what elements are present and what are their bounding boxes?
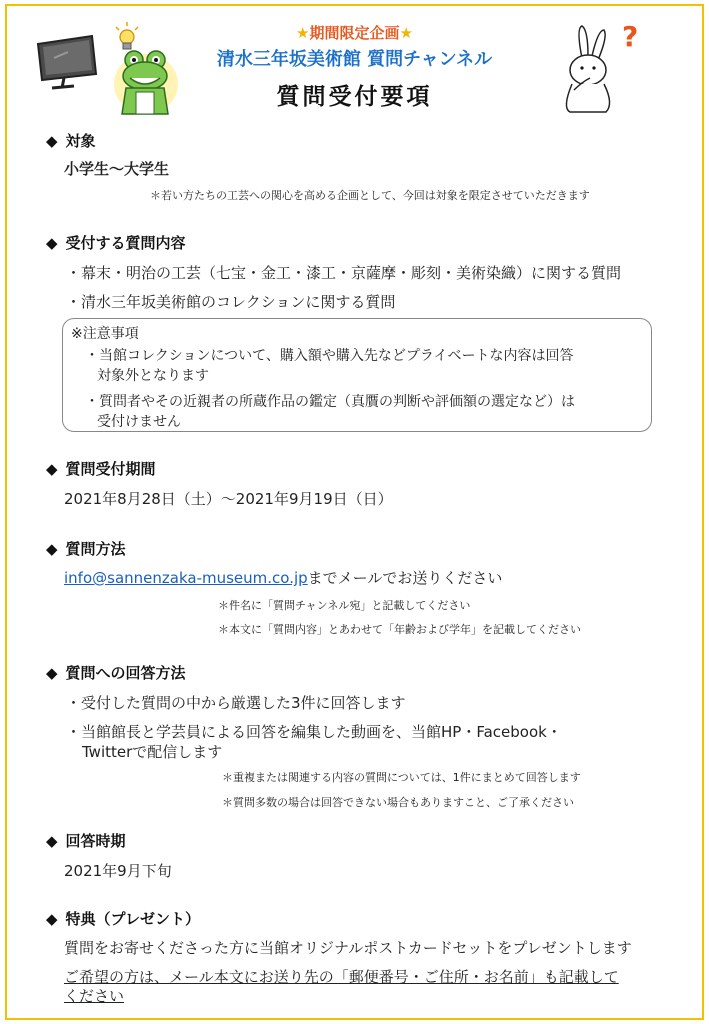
diamond-icon: ◆ xyxy=(46,540,58,558)
method-suffix: までメールでお送りください xyxy=(307,569,503,587)
caution-item-cont: 受付けません xyxy=(97,414,181,430)
caution-item: ・質問者やその近親者の所蔵作品の鑑定（真贋の判断や評価額の選定など）は xyxy=(85,394,575,410)
list-item: ・清水三年坂美術館のコレクションに関する質問 xyxy=(66,293,396,311)
section-heading-timing: ◆ 回答時期 xyxy=(46,832,126,850)
list-item: ・幕末・明治の工芸（七宝・金工・漆工・京薩摩・彫刻・美術染織）に関する質問 xyxy=(66,264,622,282)
page-title: 質問受付要項 xyxy=(276,84,433,110)
diamond-icon: ◆ xyxy=(46,910,58,928)
section-heading-method: ◆ 質問方法 xyxy=(46,540,126,558)
method-note: ＊件名に「質問チャンネル宛」と記載してください xyxy=(218,599,471,612)
method-note: ＊本文に「質問内容」とあわせて「年齢および学年」を記載してください xyxy=(218,623,581,636)
section-heading-target: ◆ 対象 xyxy=(46,132,96,150)
list-item-cont: Twitterで配信します xyxy=(82,743,223,761)
caution-box xyxy=(62,318,652,432)
diamond-icon: ◆ xyxy=(46,664,58,682)
answer-note: ＊重複または関連する内容の質問については、1件にまとめて回答します xyxy=(222,771,581,784)
section-heading-answer: ◆ 質問への回答方法 xyxy=(46,664,186,682)
answer-note: ＊質問多数の場合は回答できない場合もありますこと、ご了承ください xyxy=(222,796,574,809)
email-link[interactable]: info@sannenzaka-museum.co.jp xyxy=(64,569,308,587)
diamond-icon: ◆ xyxy=(46,234,58,252)
section-heading-content: ◆ 受付する質問内容 xyxy=(46,234,186,252)
period-value: 2021年8月28日（土）〜2021年9月19日（日） xyxy=(64,490,393,508)
gift-value: 質問をお寄せくださった方に当館オリジナルポストカードセットをプレゼントします xyxy=(64,939,632,957)
channel-title: 清水三年坂美術館 質問チャンネル xyxy=(216,49,493,70)
svg-text:?: ? xyxy=(622,20,639,52)
diamond-icon: ◆ xyxy=(46,460,58,478)
diamond-icon: ◆ xyxy=(46,132,58,150)
header xyxy=(0,0,709,120)
diamond-icon: ◆ xyxy=(46,832,58,850)
campaign-label: ★期間限定企画★ xyxy=(296,24,413,42)
list-item: ・受付した質問の中から厳選した3件に回答します xyxy=(66,694,406,712)
section-heading-period: ◆ 質問受付期間 xyxy=(46,460,156,478)
target-value: 小学生〜大学生 xyxy=(64,160,170,178)
method-line xyxy=(64,567,502,588)
gift-request: ご希望の方は、メール本文にお送り先の「郵便番号・ご住所・お名前」も記載して xyxy=(64,968,619,986)
caution-title: ※注意事項 xyxy=(71,326,139,342)
caution-item: ・当館コレクションについて、購入額や購入先などプライベートな内容は回答 xyxy=(85,348,574,364)
caution-item-cont: 対象外となります xyxy=(97,368,209,384)
target-note: ＊若い方たちの工芸への関心を高める企画として、今回は対象を限定させていただきます xyxy=(150,189,590,202)
list-item: ・当館館長と学芸員による回答を編集した動画を、当館HP・Facebook・ xyxy=(66,723,562,741)
section-heading-gift: ◆ 特典（プレゼント） xyxy=(46,910,200,928)
gift-request-cont: ください xyxy=(64,987,125,1005)
timing-value: 2021年9月下旬 xyxy=(64,862,172,880)
